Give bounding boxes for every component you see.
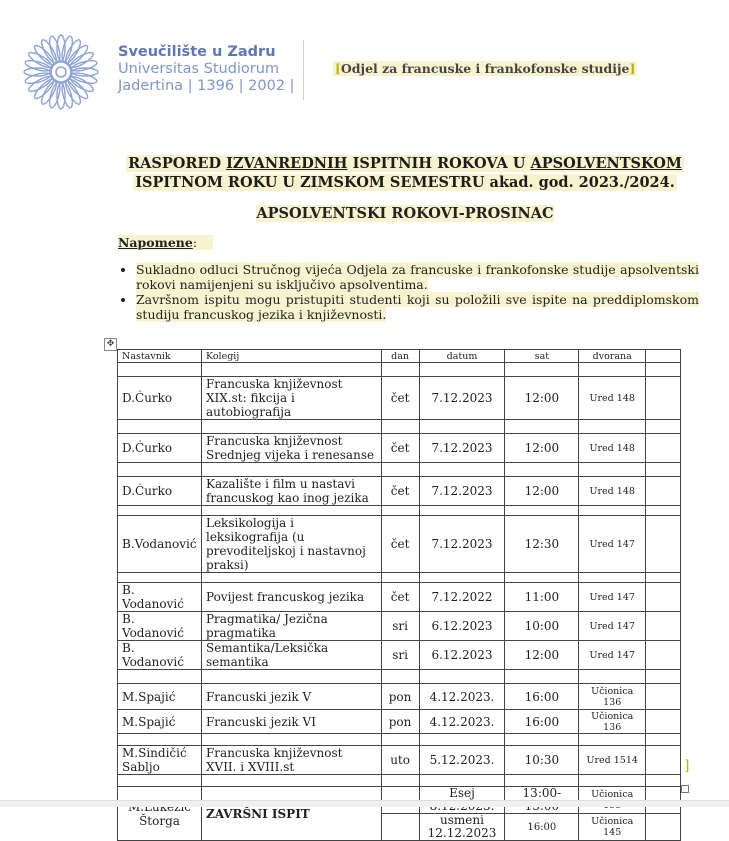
spacer-row bbox=[118, 573, 681, 583]
title-line-2: ISPITNOM ROKU U ZIMSKOM SEMESTRU akad. god. 2023./2024. bbox=[135, 174, 675, 191]
logo-line-3: Jadertina | 1396 | 2002 | bbox=[118, 78, 295, 94]
cell-extra bbox=[646, 814, 681, 841]
title-part-c: ISPITNIH ROKOVA U bbox=[347, 155, 531, 172]
cell-teacher: D.Ćurko bbox=[118, 477, 202, 506]
cell-time: 12:00 bbox=[505, 434, 579, 463]
cell-day: čet bbox=[381, 377, 419, 420]
cell-time: 12:00 bbox=[505, 641, 579, 670]
cell-time: 16:00 bbox=[505, 684, 579, 710]
cell-extra bbox=[646, 684, 681, 710]
cell-course: Kazalište i film u nastavi francuskog kao inog jezika bbox=[201, 477, 381, 506]
cell-room: Učionica 136 bbox=[579, 684, 646, 710]
spacer-row bbox=[118, 463, 681, 477]
cell-extra bbox=[646, 377, 681, 420]
cell-room: Ured 147 bbox=[579, 516, 646, 573]
cell-date: 6.12.2023 bbox=[419, 641, 505, 670]
title-part-b: IZVANREDNIH bbox=[226, 155, 348, 172]
cell-date: 6.12.2023 bbox=[419, 612, 505, 641]
table-row bbox=[118, 477, 681, 506]
table-row bbox=[118, 434, 681, 463]
table-resize-handle[interactable] bbox=[681, 785, 689, 793]
cell-day: čet bbox=[381, 516, 419, 573]
cell-course: Francuski jezik VI bbox=[201, 710, 381, 734]
move-icon[interactable]: ✥ bbox=[104, 338, 117, 351]
spacer-row bbox=[118, 734, 681, 746]
cell-time: 11:00 bbox=[505, 583, 579, 612]
cell-day: sri bbox=[381, 612, 419, 641]
cell-day: pon bbox=[381, 710, 419, 734]
spacer-row bbox=[118, 363, 681, 377]
cell-room: Učionica 145 bbox=[579, 814, 646, 841]
cell-teacher: M.Sindičić Sabljo bbox=[118, 746, 202, 775]
cell-course: Francuska književnost XVII. i XVIII.st bbox=[201, 746, 381, 775]
cell-extra bbox=[646, 477, 681, 506]
cell-date: 7.12.2023 bbox=[419, 477, 505, 506]
table-row bbox=[118, 641, 681, 670]
cell-extra bbox=[646, 641, 681, 670]
schedule-table bbox=[117, 349, 681, 841]
spacer-row bbox=[118, 775, 681, 787]
cell-date: 4.12.2023. bbox=[419, 684, 505, 710]
cell-room: Ured 147 bbox=[579, 641, 646, 670]
cell-extra bbox=[646, 583, 681, 612]
cell-room: Ured 147 bbox=[579, 583, 646, 612]
document-subtitle bbox=[110, 205, 700, 222]
cell-course: Francuski jezik V bbox=[201, 684, 381, 710]
cell-time: 12:30 bbox=[505, 516, 579, 573]
table-row bbox=[118, 746, 681, 775]
cell-date: Esej bbox=[419, 787, 505, 814]
cell-course: Pragmatika/ Jezična pragmatika bbox=[201, 612, 381, 641]
subtitle-text: APSOLVENTSKI ROKOVI-PROSINAC bbox=[256, 205, 554, 222]
cell-course: Semantika/Leksička semantika bbox=[201, 641, 381, 670]
table-row bbox=[118, 684, 681, 710]
cell-room: Ured 148 bbox=[579, 377, 646, 420]
logo-text bbox=[118, 44, 295, 95]
cell-day: čet bbox=[381, 583, 419, 612]
note-item: • Završnom ispitu mogu pristupiti studenti koji su položili sve ispite na preddiplomskom studiju francuskog jezika i književnosti. bbox=[136, 292, 699, 322]
cell-teacher: B.Vodanović bbox=[118, 516, 202, 573]
table-row bbox=[118, 377, 681, 420]
header-divider bbox=[303, 40, 304, 100]
note-item: • Sukladno odluci Stručnog vijeća Odjela za francuske i frankofonske studije apsolventski rokovi namijenjeni su isključivo apsolventima. bbox=[136, 262, 699, 292]
logo-line-1: Sveučilište u Zadru bbox=[118, 44, 276, 60]
department-name: [ Odjel za francuske i frankofonske studije ] bbox=[333, 61, 637, 76]
cell-teacher: D.Ćurko bbox=[118, 434, 202, 463]
cell-course: Povijest francuskog jezika bbox=[201, 583, 381, 612]
header-course: Kolegij bbox=[201, 350, 381, 363]
table-header-row bbox=[118, 350, 681, 363]
table-row bbox=[118, 612, 681, 641]
header-time: sat bbox=[505, 350, 579, 363]
cell-teacher: Štorga bbox=[118, 787, 202, 841]
cell-teacher: B. Vodanović bbox=[118, 612, 202, 641]
cell-room: Učionica bbox=[579, 787, 646, 814]
cell-date: usmeni 12.12.2023 bbox=[419, 814, 505, 841]
cell-room: Ured 1514 bbox=[579, 746, 646, 775]
cell-date: 7.12.2023 bbox=[419, 434, 505, 463]
spacer-row bbox=[118, 506, 681, 516]
cell-date: 7.12.2023 bbox=[419, 516, 505, 573]
cell-room: Ured 147 bbox=[579, 612, 646, 641]
title-part-d: APSOLVENTSKOM bbox=[530, 155, 682, 172]
header-date: datum bbox=[419, 350, 505, 363]
cell-time: 10:30 bbox=[505, 746, 579, 775]
cell-time: 12:00 bbox=[505, 477, 579, 506]
cell-extra bbox=[646, 516, 681, 573]
end-bracket: ] bbox=[684, 758, 690, 774]
cell-teacher: M.Spajić bbox=[118, 684, 202, 710]
cell-room: Ured 148 bbox=[579, 434, 646, 463]
table-row bbox=[118, 583, 681, 612]
logo-emblem-icon bbox=[14, 30, 110, 116]
spacer-row bbox=[118, 420, 681, 434]
cell-day: sri bbox=[381, 641, 419, 670]
title-part-a: RASPORED bbox=[128, 155, 227, 172]
cell-day: uto bbox=[381, 746, 419, 775]
cell-time: 16:00 bbox=[505, 814, 579, 841]
cell-day: čet bbox=[381, 434, 419, 463]
cell-date: 5.12.2023. bbox=[419, 746, 505, 775]
document-title bbox=[110, 154, 700, 192]
notes-heading-colon: : bbox=[192, 235, 198, 250]
notes-heading bbox=[118, 235, 213, 250]
table-row bbox=[118, 516, 681, 573]
cell-course: ZAVRŠNI ISPIT bbox=[201, 787, 381, 841]
spacer-row bbox=[118, 670, 681, 684]
header-extra bbox=[646, 350, 681, 363]
header-day: dan bbox=[381, 350, 419, 363]
cell-time: 10:00 bbox=[505, 612, 579, 641]
cell-extra bbox=[646, 710, 681, 734]
cell-day: čet bbox=[381, 477, 419, 506]
cell-time: 16:00 bbox=[505, 710, 579, 734]
notes-heading-label: Napomene bbox=[118, 235, 193, 250]
cell-teacher: M.Spajić bbox=[118, 710, 202, 734]
cell-date: 7.12.2022 bbox=[419, 583, 505, 612]
cell-room: Ured 148 bbox=[579, 477, 646, 506]
table-row bbox=[118, 710, 681, 734]
cell-day: pon bbox=[381, 684, 419, 710]
cell-course: Leksikologija i leksikografija (u prevoditeljskoj i nastavnoj praksi) bbox=[201, 516, 381, 573]
cell-date: 7.12.2023 bbox=[419, 377, 505, 420]
cell-time: 12:00 bbox=[505, 377, 579, 420]
cell-teacher: B. Vodanović bbox=[118, 641, 202, 670]
cell-date: 4.12.2023. bbox=[419, 710, 505, 734]
logo-line-2: Universitas Studiorum bbox=[118, 61, 280, 77]
cell-course: Francuska književnost XIX.st: fikcija i autobiografija bbox=[201, 377, 381, 420]
cell-course: Francuska književnost Srednjeg vijeka i renesanse bbox=[201, 434, 381, 463]
cell-time: 13:00- bbox=[505, 787, 579, 814]
university-logo bbox=[14, 30, 314, 120]
cell-extra bbox=[646, 434, 681, 463]
cell-teacher: B. Vodanović bbox=[118, 583, 202, 612]
notes-list bbox=[118, 262, 699, 322]
cell-room: Učionica 136 bbox=[579, 710, 646, 734]
cell-teacher: D.Ćurko bbox=[118, 377, 202, 420]
cell-extra bbox=[646, 746, 681, 775]
cell-day bbox=[381, 814, 419, 841]
cell-extra bbox=[646, 612, 681, 641]
header-teacher: Nastavnik bbox=[118, 350, 202, 363]
header-room: dvorana bbox=[579, 350, 646, 363]
